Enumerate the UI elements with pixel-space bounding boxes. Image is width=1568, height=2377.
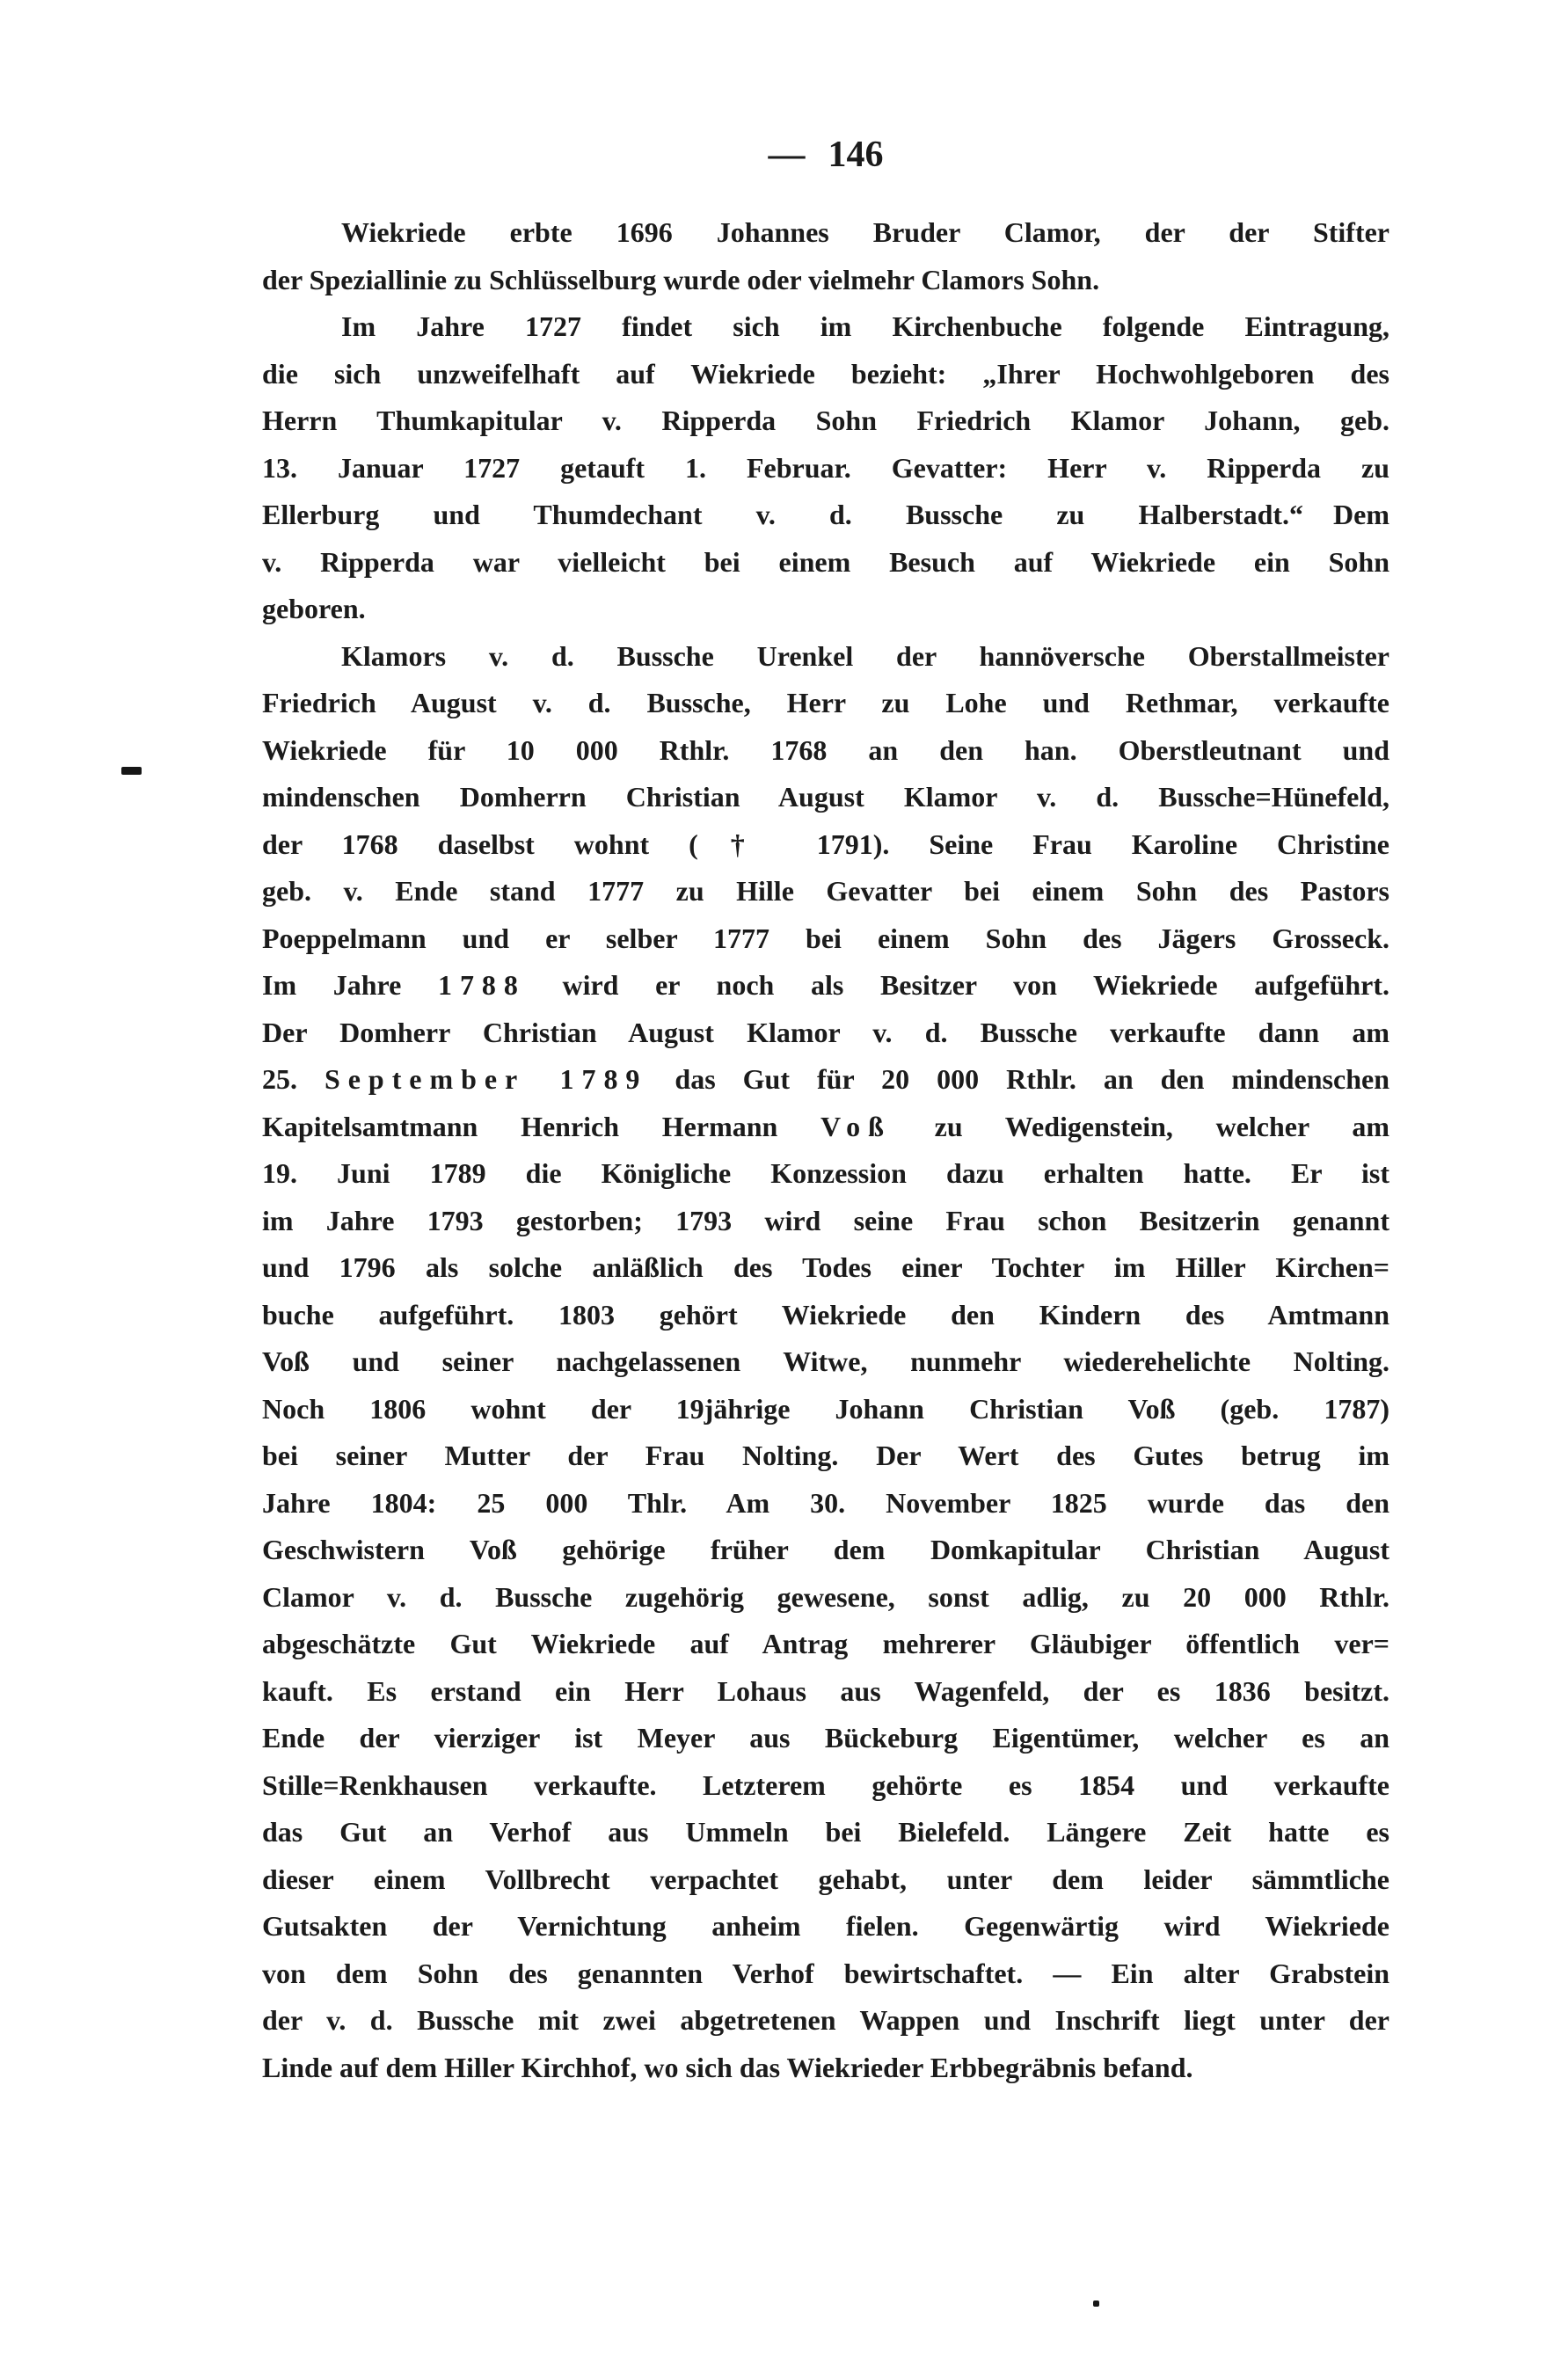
text-run: 19. Juni 1789 die Königliche Konzession dazu erhalten hatte. Er ist [262,1157,1389,1189]
text-run: Noch 1806 wohnt der 19jährige Johann Christian Voß (geb. 1787) [262,1392,1389,1425]
text-line [262,445,1389,492]
page-header [262,134,1389,176]
text-line [262,1480,1389,1528]
text-line [262,1621,1389,1668]
text-run: der v. d. Bussche mit zwei abgetretenen Wappen und Inschrift liegt unter der [262,2004,1389,2036]
text-run: 25. [262,1063,325,1095]
text-run: Clamor v. d. Bussche zugehörig gewesene, sonst adlig, zu 20 000 Rthlr. [262,1580,1389,1613]
text-line [262,1338,1389,1386]
text-line [262,774,1389,821]
text-run: Friedrich August v. d. Bussche, Herr zu Lohe und Rethmar, verkaufte [262,687,1389,718]
text-run: Wiekriede erbte 1696 Johannes Bruder Clamor, der der Stifter [341,216,1389,248]
text-run: Kapitelsamtmann Henrich Hermann [262,1110,821,1142]
text-line [262,397,1389,445]
text-line [262,821,1389,869]
text-block [262,209,1389,2091]
text-run: Ellerburg und Thumdechant v. d. Bussche zu Halberstadt.“ [262,499,1304,530]
text-line [262,1150,1389,1198]
text-line [262,1668,1389,1716]
text-line [262,1056,1389,1104]
text-line [262,539,1389,587]
text-line [262,1292,1389,1339]
text-line [262,1574,1389,1622]
text-run: Jahre 1804: 25 000 Thlr. Am 30. November 1825 wurde das den [262,1486,1389,1519]
text-line [262,868,1389,915]
text-line [262,1997,1389,2045]
text-run: Im Jahre [262,969,438,1001]
text-line [262,1856,1389,1904]
text-run: Wiekriede für 10 000 Rthlr. 1768 an den han. Oberstleutnant und [262,733,1389,766]
text-line [262,727,1389,775]
text-line [262,1715,1389,1762]
text-run: abgeschätzte Gut Wiekriede auf Antrag mehrerer Gläubiger öffentlich ver= [262,1628,1389,1659]
text-line [262,257,1389,304]
text-line [262,1433,1389,1480]
text-line [262,586,1389,633]
text-line [262,1010,1389,1057]
text-line [262,962,1389,1010]
text-line [262,633,1389,681]
text-run: September 1789 [325,1063,648,1095]
page-number: 146 [828,135,884,175]
text-run: der 1768 daselbst wohnt († 1791). Seine Frau Karoline Christine [262,828,1389,860]
text-run: Voß und seiner nachgelassenen Witwe, nunmehr wiederehelichte Nolting. [262,1345,1389,1377]
text-run: Gutsakten der Vernichtung anheim fielen. Gegenwärtig wird Wiekriede [262,1910,1389,1942]
text-line [262,1244,1389,1292]
text-run: Klamors v. d. Bussche Urenkel der hannöversche Oberstallmeister [341,639,1389,672]
text-run: im Jahre 1793 gestorben; 1793 wird seine Frau schon Besitzerin genannt [262,1204,1389,1236]
text-run: Poeppelmann und er selber 1777 bei einem Sohn des Jägers Grosseck. [262,922,1389,954]
text-line [262,1198,1389,1245]
header-dash: — [768,135,806,175]
text-line [262,1809,1389,1856]
text-run: und 1796 als solche anläßlich des Todes einer Tochter im Hiller Kirchen= [262,1251,1389,1283]
text-run: Der Domherr Christian August Klamor v. d. Bussche verkaufte dann am [262,1016,1389,1048]
ink-speck [121,767,142,775]
text-run: buche aufgeführt. 1803 gehört Wiekriede den Kindern des Amtmann [262,1298,1389,1331]
text-run: 13. Januar 1727 getauft 1. Februar. Gevatter: Herr v. Ripperda zu [262,451,1389,484]
text-run: Voß [820,1110,892,1142]
ink-speck [1093,2300,1099,2307]
text-run: Stille=Renkhausen verkaufte. Letzterem gehörte es 1854 und verkaufte [262,1768,1389,1801]
text-run: das Gut für 20 000 Rthlr. an den mindenschen [647,1063,1390,1095]
text-line [262,1903,1389,1950]
text-line [262,1386,1389,1433]
text-run: Dem [1333,499,1389,530]
text-run: das Gut an Verhof aus Ummeln bei Bielefeld. Längere Zeit hatte es [262,1816,1389,1848]
text-line [262,351,1389,398]
text-line [262,915,1389,963]
text-run: der Speziallinie zu Schlüsselburg wurde oder vielmehr Clamors Sohn. [262,263,1100,295]
text-run: von dem Sohn des genannten Verhof bewirtschaftet. — Ein alter Grabstein [262,1957,1389,1989]
text-run: Herrn Thumkapitular v. Ripperda Sohn Friedrich Klamor Johann, geb. [262,405,1389,436]
text-line [262,1950,1389,1998]
text-run: zu Wedigenstein, welcher am [891,1110,1389,1142]
text-run: Linde auf dem Hiller Kirchhof, wo sich das Wiekrieder Erbbegräbnis befand. [262,2051,1193,2083]
text-run: kauft. Es erstand ein Herr Lohaus aus Wagenfeld, der es 1836 besitzt. [262,1674,1389,1707]
text-line [262,1762,1389,1810]
text-run: wird er noch als Besitzer von Wiekriede aufgeführt. [525,969,1390,1001]
text-run: geboren. [262,593,366,624]
text-line [262,303,1389,351]
text-run: mindenschen Domherrn Christian August Klamor v. d. Bussche=Hünefeld, [262,781,1389,813]
text-run: Im Jahre 1727 findet sich im Kirchenbuche folgende Eintragung, [341,310,1389,342]
text-line [262,680,1389,727]
text-line [262,2045,1389,2092]
text-line [262,1104,1389,1151]
text-run: Ende der vierziger ist Meyer aus Bückeburg Eigentümer, welcher es an [262,1722,1389,1754]
text-run: bei seiner Mutter der Frau Nolting. Der Wert des Gutes betrug im [262,1440,1389,1471]
text-line [262,1527,1389,1574]
text-run: Geschwistern Voß gehörige früher dem Domkapitular Christian August [262,1534,1389,1565]
text-run: v. Ripperda war vielleicht bei einem Besuch auf Wiekriede ein Sohn [262,545,1389,578]
text-run: geb. v. Ende stand 1777 zu Hille Gevatter bei einem Sohn des Pastors [262,875,1389,907]
text-run: dieser einem Vollbrecht verpachtet gehabt, unter dem leider sämmtliche [262,1863,1389,1895]
text-run: die sich unzweifelhaft auf Wiekriede bezieht: „Ihrer Hochwohlgeboren des [262,357,1389,390]
text-run: 1788 [438,969,526,1001]
text-line [262,209,1389,257]
text-line [262,492,1389,539]
